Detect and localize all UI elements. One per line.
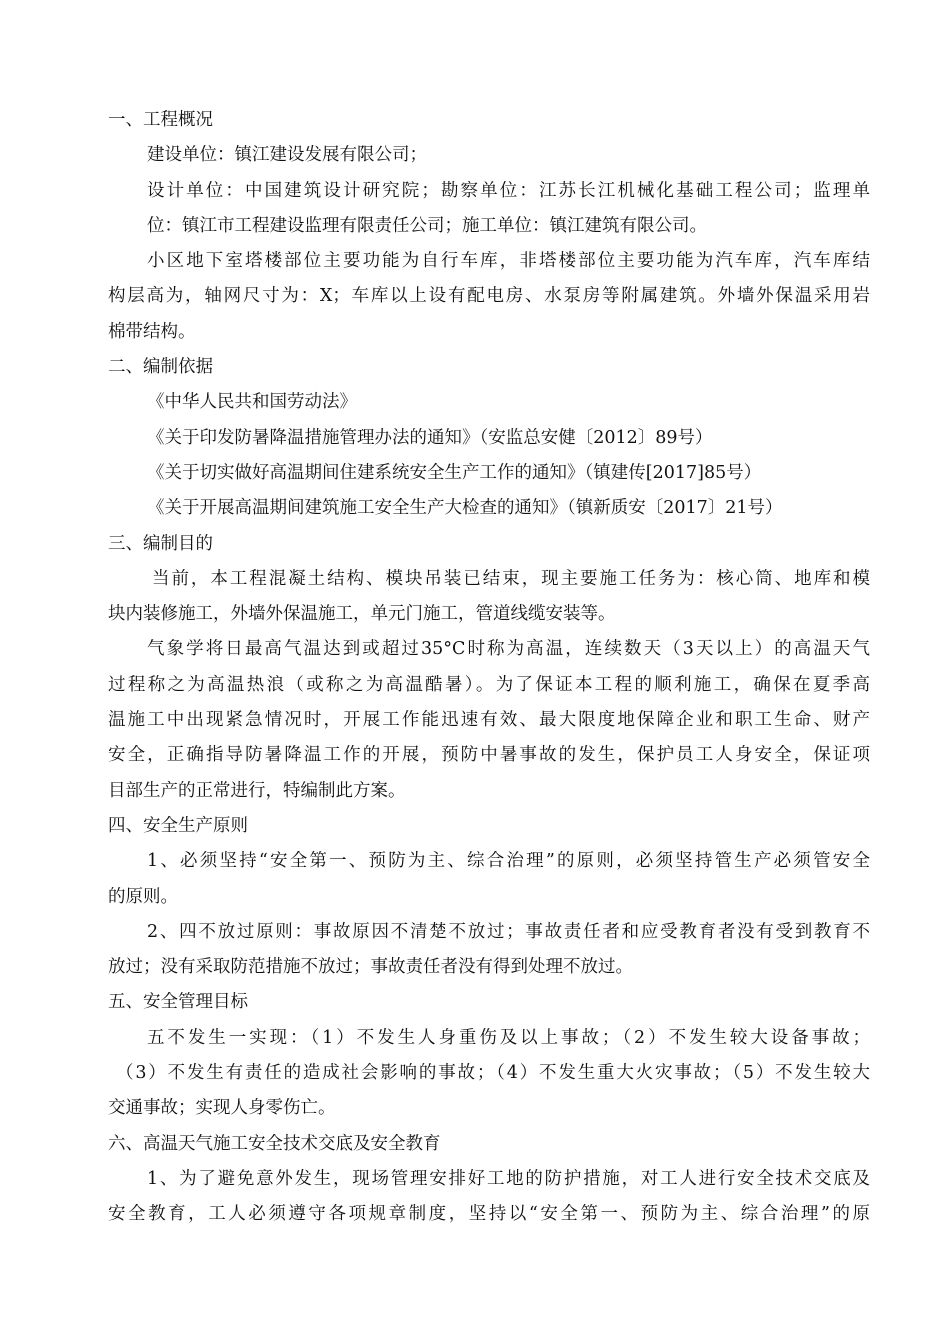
paragraph-line: 的原则。 bbox=[108, 886, 178, 907]
paragraph-line: 1、为了避免意外发生，现场管理安排好工地的防护措施，对工人进行安全技术交底及 bbox=[147, 1168, 870, 1189]
section-heading: 四、安全生产原则 bbox=[108, 815, 248, 836]
paragraph-line: 过程称之为高温热浪（或称之为高温酷暑）。为了保证本工程的顺利施工，确保在夏季高 bbox=[108, 674, 870, 695]
section-heading: 六、高温天气施工安全技术交底及安全教育 bbox=[108, 1133, 441, 1154]
paragraph-line: 交通事故；实现人身零伤亡。 bbox=[108, 1098, 336, 1119]
document-page bbox=[108, 105, 870, 1235]
paragraph-line: 设计单位：中国建筑设计研究院；勘察单位：江苏长江机械化基础工程公司；监理单 bbox=[147, 180, 870, 201]
paragraph-line: 块内装修施工，外墙外保温施工，单元门施工，管道线缆安装等。 bbox=[108, 604, 616, 625]
paragraph-line: 《关于切实做好高温期间住建系统安全生产工作的通知》（镇建传[2017]85号） bbox=[147, 462, 762, 483]
paragraph-line: 安全，正确指导防暑降温工作的开展，预防中暑事故的发生，保护员工人身安全，保证项 bbox=[108, 745, 870, 766]
section-heading: 二、编制依据 bbox=[108, 357, 213, 378]
paragraph-line: 1、必须坚持“安全第一、预防为主、综合治理”的原则，必须坚持管生产必须管安全 bbox=[147, 851, 870, 872]
paragraph-line: 小区地下室塔楼部位主要功能为自行车库，非塔楼部位主要功能为汽车库，汽车库结 bbox=[147, 251, 870, 272]
paragraph-line: 目部生产的正常进行，特编制此方案。 bbox=[108, 780, 406, 801]
paragraph-line: 气象学将日最高气温达到或超过35°C时称为高温，连续数天（3天以上）的高温天气 bbox=[147, 639, 870, 660]
section-heading: 一、工程概况 bbox=[108, 110, 213, 130]
paragraph-line: 《关于开展高温期间建筑施工安全生产大检查的通知》（镇新质安〔2017〕21号） bbox=[147, 498, 783, 519]
paragraph-line: 建设单位：镇江建设发展有限公司； bbox=[147, 145, 427, 166]
paragraph-line: 《中华人民共和国劳动法》 bbox=[147, 392, 357, 413]
paragraph-line: 构层高为，轴网尺寸为：X；车库以上设有配电房、水泵房等附属建筑。外墙外保温采用岩 bbox=[108, 286, 870, 307]
paragraph-line: 位：镇江市工程建设监理有限责任公司；施工单位：镇江建筑有限公司。 bbox=[147, 215, 707, 236]
paragraph-line: 2、四不放过原则：事故原因不清楚不放过；事故责任者和应受教育者没有受到教育不 bbox=[147, 921, 870, 942]
section-heading: 三、编制目的 bbox=[108, 533, 213, 554]
paragraph-line: （3）不发生有责任的造成社会影响的事故；（4）不发生重大火灾事故；（5）不发生较大 bbox=[116, 1063, 870, 1084]
paragraph-line: 五不发生一实现：（1）不发生人身重伤及以上事故；（2）不发生较大设备事故； bbox=[147, 1027, 870, 1048]
paragraph-line: 当前，本工程混凝土结构、模块吊装已结束，现主要施工任务为：核心筒、地库和模 bbox=[152, 568, 870, 589]
paragraph-line: 安全教育，工人必须遵守各项规章制度，坚持以“安全第一、预防为主、综合治理”的原 bbox=[108, 1204, 870, 1225]
section-heading: 五、安全管理目标 bbox=[108, 992, 248, 1013]
paragraph-line: 温施工中出现紧急情况时，开展工作能迅速有效、最大限度地保障企业和职工生命、财产 bbox=[108, 710, 870, 731]
paragraph-line: 放过；没有采取防范措施不放过；事故责任者没有得到处理不放过。 bbox=[108, 957, 633, 978]
paragraph-line: 《关于印发防暑降温措施管理办法的通知》（安监总安健〔2012〕89号） bbox=[147, 427, 713, 448]
paragraph-line: 棉带结构。 bbox=[108, 321, 196, 342]
